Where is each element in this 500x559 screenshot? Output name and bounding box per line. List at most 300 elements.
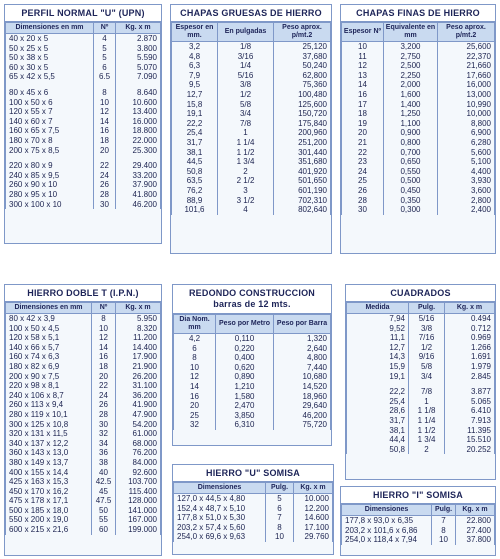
redondo-header-barra: Peso por Barra [274,315,331,334]
cell-dimension: 8 [174,353,216,363]
cell-number: 10 [266,532,294,542]
upn-body [6,34,161,210]
chapas-finas-grid [341,22,495,215]
table-row [174,401,331,411]
cell-weight: 4,400 [438,167,495,177]
cell-dimension: 6,3 [172,61,218,71]
table-row [6,180,161,190]
cell-weight: 5.950 [116,314,161,324]
cell-weight: 76.200 [116,448,161,458]
cell-weight: 10.600 [116,98,161,108]
cell-weight: 68.000 [116,439,161,449]
cell-dimension: 65 x 42 x 5,5 [6,72,94,82]
cell-dimension: 220 x 80 x 9 [6,161,94,171]
cell-weight: 16,000 [438,80,495,90]
cell-weight: 31.100 [116,381,161,391]
cell-number: 9/16 [409,352,445,362]
cell-weight: 702,310 [274,196,331,206]
cell-weight: 18,960 [274,392,331,402]
cell-dimension: 600 x 215 x 21,6 [6,525,92,535]
cell-dimension: 80 x 45 x 6 [6,88,94,98]
cell-weight: 802,640 [274,205,331,215]
cell-dimension: 28 [342,196,384,206]
cell-number: 55 [92,515,116,525]
cell-dimension: 4,8 [172,52,218,62]
cell-weight: 10,000 [438,109,495,119]
table-row [6,34,161,44]
cell-number: 8 [94,88,116,98]
table-row [6,190,161,200]
table-row [174,363,331,373]
cell-dimension: 32 [174,420,216,430]
table-row [174,353,331,363]
table-row [347,352,495,362]
cell-dimension: 19 [342,119,384,129]
cell-dimension: 22,2 [347,387,409,397]
cell-number: 2 1/2 [218,176,274,186]
cuadrados-title: CUADRADOS [346,285,495,302]
table-row [342,148,495,158]
cell-weight: 25.300 [116,146,161,156]
cell-number: 1/2 [409,343,445,353]
cell-dimension: 100 x 50 x 6 [6,98,94,108]
cell-weight: 1.266 [445,343,495,353]
cell-number: 14 [94,117,116,127]
cell-number: 1 1/2 [218,148,274,158]
cell-number: 0,620 [216,363,274,373]
cell-weight: 84.000 [116,458,161,468]
i-somisa-grid [341,504,495,545]
cell-number: 40 [92,468,116,478]
cell-weight: 175,840 [274,119,331,129]
cell-dimension: 300 x 125 x 10,8 [6,420,92,430]
table-row [6,146,161,156]
redondo-table [172,284,332,446]
cell-number: 14 [92,343,116,353]
cell-dimension: 20 [342,128,384,138]
table-row [6,171,161,181]
cell-weight: 4,800 [274,353,331,363]
cell-dimension: 127,0 x 44,5 x 4,80 [174,494,266,504]
doble-t-grid [5,302,161,535]
cell-number: 1 1/8 [409,406,445,416]
table-row [342,167,495,177]
cell-number: 2 [218,167,274,177]
cell-dimension: 14 [174,382,216,392]
cell-dimension: 300 x 100 x 10 [6,200,94,210]
cell-weight: 47.900 [116,410,161,420]
cell-number: 3/8 [409,324,445,334]
cell-number: 0,450 [384,186,438,196]
cell-weight: 25,120 [274,42,331,52]
cell-number: 1,600 [384,90,438,100]
table-row [347,324,495,334]
cell-weight: 14.400 [116,343,161,353]
cell-dimension: 14,3 [347,352,409,362]
cell-dimension: 50 x 38 x 5 [6,53,94,63]
cell-number: 38 [92,458,116,468]
table-row [6,372,161,382]
cell-weight: 1.691 [445,352,495,362]
table-row [6,314,161,324]
cell-dimension: 6 [174,344,216,354]
table-row [174,504,333,514]
cell-weight: 29.400 [116,161,161,171]
cell-weight: 16.000 [116,117,161,127]
cell-weight: 7.913 [445,416,495,426]
cell-number: 36 [92,448,116,458]
cell-weight: 10,990 [438,100,495,110]
cell-dimension: 101,6 [172,205,218,215]
cell-dimension: 4,2 [174,334,216,344]
cell-dimension: 12 [174,372,216,382]
cell-weight: 75,360 [274,80,331,90]
cell-dimension: 31,7 [172,138,218,148]
usomisa-body [174,494,333,542]
cell-number: 47.5 [92,496,116,506]
cell-number: 22 [94,161,116,171]
cell-number: 6.5 [94,72,116,82]
upn-header-num: Nº [94,23,116,34]
cell-dimension: 203,2 x 57,4 x 5,60 [174,523,266,533]
cell-number: 0,700 [384,148,438,158]
cell-weight: 15.510 [445,435,495,445]
cell-dimension: 44,4 [347,435,409,445]
redondo-header-dia: Dia Nom. mm [174,315,216,334]
cell-dimension: 63,5 [172,176,218,186]
cell-weight: 27.400 [456,526,495,536]
doble-t-table [4,284,162,556]
cell-number: 34 [92,439,116,449]
table-row [342,138,495,148]
cell-dimension: 475 x 178 x 17,1 [6,496,92,506]
table-row [347,372,495,382]
table-row [342,157,495,167]
cell-dimension: 11 [342,52,384,62]
chapas-finas-title: CHAPAS FINAS DE HIERRO [341,5,495,22]
cell-number: 0,650 [384,157,438,167]
u-somisa-title: HIERRO "U" SOMISA [173,465,333,482]
table-row [6,117,161,127]
cell-dimension: 203,2 x 101,6 x 6,86 [342,526,432,536]
table-row [6,400,161,410]
cell-number: 28 [92,410,116,420]
table-row [6,343,161,353]
cell-weight: 17.900 [116,352,161,362]
cell-dimension: 44,5 [172,157,218,167]
cell-number: 0,890 [216,372,274,382]
cell-weight: 2,640 [274,344,331,354]
cell-weight: 5,100 [438,157,495,167]
cell-number: 7 [266,513,294,523]
cell-number: 3,200 [384,42,438,52]
cell-weight: 46,200 [274,411,331,421]
cell-dimension: 88,9 [172,196,218,206]
cell-dimension: 14 [342,80,384,90]
table-row [172,138,331,148]
table-row [6,429,161,439]
cell-number: 26 [94,180,116,190]
cell-number: 1,210 [216,382,274,392]
cell-dimension: 25,4 [347,397,409,407]
cell-weight: 128.000 [116,496,161,506]
cell-weight: 25,600 [438,42,495,52]
table-row [6,439,161,449]
table-row [172,186,331,196]
cell-weight: 167.000 [116,515,161,525]
cell-weight: 2,400 [438,205,495,215]
table-row [6,352,161,362]
table-row [6,362,161,372]
cell-weight: 6,900 [438,128,495,138]
table-row [347,333,495,343]
table-row [6,44,161,54]
cell-dimension: 24 [342,167,384,177]
cell-number: 7/8 [218,119,274,129]
cell-dimension: 152,4 x 48,7 x 5,10 [174,504,266,514]
cell-number: 1/8 [218,42,274,52]
upn-header-dim: Dimensiones en mm [6,23,94,34]
cell-number: 0,350 [384,196,438,206]
cell-weight: 103.700 [116,477,161,487]
cell-weight: 1,320 [274,334,331,344]
cell-dimension: 60 x 30 x 5 [6,63,94,73]
cell-weight: 12.200 [294,504,333,514]
table-row [172,119,331,129]
cell-weight: 100,480 [274,90,331,100]
isomisa-header-dim: Dimensiones [342,505,432,516]
table-row [342,80,495,90]
cell-number: 0,220 [216,344,274,354]
cell-dimension: 280 x 95 x 10 [6,190,94,200]
table-row [172,90,331,100]
cell-number: 10 [432,535,456,545]
table-row [6,53,161,63]
cell-weight: 61.000 [116,429,161,439]
cell-weight: 0.494 [445,314,495,324]
gruesas-header-pulgadas: En pulgadas [218,23,274,42]
cell-number: 1,100 [384,119,438,129]
cell-dimension: 15,8 [172,100,218,110]
upn-table [4,4,162,244]
cell-dimension: 240 x 106 x 8,7 [6,391,92,401]
cell-number: 2,000 [384,80,438,90]
cell-number: 3,850 [216,411,274,421]
table-row [172,167,331,177]
cell-dimension: 140 x 66 x 5,7 [6,343,92,353]
cell-dimension: 19,1 [172,109,218,119]
redondo-title [173,285,331,314]
cell-dimension: 12,7 [172,90,218,100]
table-row [342,90,495,100]
cell-weight: 29,640 [274,401,331,411]
table-row [172,176,331,186]
cell-number: 45 [92,487,116,497]
cell-number: 2,500 [384,61,438,71]
cell-dimension: 320 x 131 x 11,5 [6,429,92,439]
cell-dimension: 30 [342,205,384,215]
table-row [6,487,161,497]
upn-grid [5,22,161,209]
cell-weight: 21,660 [438,61,495,71]
gruesas-body [172,42,331,215]
cell-number: 0,550 [384,167,438,177]
cell-dimension: 177,8 x 51,0 x 5,30 [174,513,266,523]
table-row [342,109,495,119]
doblet-header-dim: Dimensiones en mm [6,303,92,314]
cell-dimension: 20 [174,401,216,411]
cell-dimension: 425 x 163 x 15,3 [6,477,92,487]
cell-number: 5 [266,494,294,504]
isomisa-header-kg: Kg. x m [456,505,495,516]
cell-weight: 3,600 [438,186,495,196]
table-row [342,119,495,129]
cell-weight: 13.400 [116,107,161,117]
cell-weight: 601,190 [274,186,331,196]
cell-number: 12 [92,333,116,343]
table-row [347,445,495,455]
cell-dimension: 38,1 [172,148,218,158]
cell-number: 6 [266,504,294,514]
cell-number: 6,310 [216,420,274,430]
table-row [342,516,495,526]
cell-dimension: 500 x 185 x 18,0 [6,506,92,516]
cell-weight: 5,600 [438,148,495,158]
cell-weight: 0.969 [445,333,495,343]
table-row [172,128,331,138]
doblet-header-num: Nº [92,303,116,314]
cell-weight: 2.870 [116,34,161,44]
cell-number: 1 [218,128,274,138]
cell-dimension: 180 x 82 x 6,9 [6,362,92,372]
chapas-gruesas-title: CHAPAS GRUESAS DE HIERRO [171,5,331,22]
cell-weight: 17.100 [294,523,333,533]
cell-number: 1/2 [218,90,274,100]
cell-number: 1 3/4 [409,435,445,445]
cell-weight: 17,660 [438,71,495,81]
cell-weight: 251,200 [274,138,331,148]
cell-number: 0,400 [216,353,274,363]
cell-dimension: 140 x 60 x 7 [6,117,94,127]
cell-number: 22 [92,381,116,391]
cell-weight: 0.712 [445,324,495,334]
cell-dimension: 120 x 58 x 5,1 [6,333,92,343]
cell-dimension: 25 [342,176,384,186]
cell-dimension: 38,1 [347,426,409,436]
cell-weight: 7,440 [274,363,331,373]
cell-number: 30 [94,200,116,210]
cell-dimension: 10 [174,363,216,373]
cell-dimension: 25,4 [172,128,218,138]
table-row [6,72,161,82]
cell-weight: 2.845 [445,372,495,382]
cell-number: 5/16 [218,71,274,81]
chapas-gruesas-grid [171,22,331,215]
cell-number: 2,750 [384,52,438,62]
table-row [172,205,331,215]
table-row [6,420,161,430]
cell-number: 7/16 [409,333,445,343]
cell-dimension: 25 [174,411,216,421]
table-row [172,42,331,52]
cell-dimension: 7,9 [172,71,218,81]
cell-weight: 33.200 [116,171,161,181]
table-row [6,515,161,525]
cell-weight: 6.410 [445,406,495,416]
cell-dimension: 9,5 [172,80,218,90]
cell-dimension: 100 x 50 x 4,5 [6,324,92,334]
cell-dimension: 11,1 [347,333,409,343]
cell-dimension: 7,94 [347,314,409,324]
cell-number: 0,500 [384,176,438,186]
cell-dimension: 120 x 55 x 7 [6,107,94,117]
table-row [342,42,495,52]
table-row [172,109,331,119]
cell-weight: 22,370 [438,52,495,62]
cell-weight: 36.200 [116,391,161,401]
table-row [6,448,161,458]
table-row [347,314,495,324]
cell-weight: 11.200 [116,333,161,343]
table-row [6,391,161,401]
table-row [6,126,161,136]
table-row [6,107,161,117]
cell-weight: 20.252 [445,445,495,455]
cuadrados-header-kg: Kg. x m [445,303,495,314]
cell-weight: 13,000 [438,90,495,100]
table-row [6,381,161,391]
cell-weight: 37.900 [116,180,161,190]
cell-number: 6 [94,63,116,73]
cell-dimension: 17 [342,100,384,110]
table-row [6,98,161,108]
table-row [347,435,495,445]
cell-weight: 200,960 [274,128,331,138]
cell-weight: 351,680 [274,157,331,167]
cell-number: 1,580 [216,392,274,402]
cell-weight: 3,930 [438,176,495,186]
table-row [6,63,161,73]
cuadrados-table [345,284,496,480]
i-somisa-table [340,486,496,556]
cell-dimension: 200 x 90 x 7,5 [6,372,92,382]
table-row [347,343,495,353]
cell-weight: 5.065 [445,397,495,407]
cell-dimension: 12 [342,61,384,71]
upn-header-kg: Kg. x m [116,23,161,34]
table-row [174,411,331,421]
i-somisa-title: HIERRO "I" SOMISA [341,487,495,504]
cell-number: 1/4 [218,61,274,71]
isomisa-body [342,516,495,545]
table-row [347,416,495,426]
cell-dimension: 23 [342,157,384,167]
cuadrados-header-medida: Medida [347,303,409,314]
cell-weight: 115.400 [116,487,161,497]
cell-weight: 14.600 [294,513,333,523]
cell-number: 8 [432,526,456,536]
cell-number: 5/16 [409,314,445,324]
cell-number: 20 [94,146,116,156]
table-row [342,52,495,62]
cell-number: 3 1/2 [218,196,274,206]
table-row [6,506,161,516]
cell-weight: 8.320 [116,324,161,334]
usomisa-header-dim: Dimensiones [174,483,266,494]
finas-header-espesor: Espesor Nº [342,23,384,42]
cell-number: 5 [94,44,116,54]
table-row [174,392,331,402]
